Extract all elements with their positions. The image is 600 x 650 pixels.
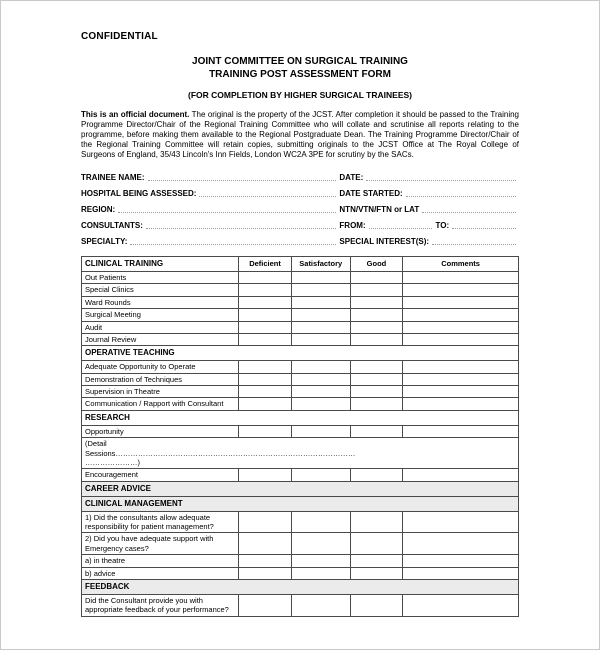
table-row — [82, 333, 519, 345]
detail-sessions-row — [82, 438, 519, 469]
table-header-row — [82, 257, 519, 272]
rating-cell[interactable] — [350, 398, 402, 410]
column-header-comments: Comments — [403, 257, 519, 272]
rating-cell[interactable] — [403, 511, 519, 533]
form-title — [81, 55, 519, 81]
table-row — [82, 309, 519, 321]
rating-cell[interactable] — [291, 284, 350, 296]
rating-cell[interactable] — [239, 386, 291, 398]
header-fields — [81, 168, 519, 248]
region-label: REGION: — [81, 205, 116, 214]
detail-sessions-cell[interactable]: (Detail Sessions…………………………………………………………………………………… …………………) — [82, 438, 519, 469]
table-row — [82, 533, 519, 555]
table-row — [82, 321, 519, 333]
title-line-1: JOINT COMMITTEE ON SURGICAL TRAINING — [192, 56, 408, 67]
table-row — [82, 361, 519, 373]
row-label: Adequate Opportunity to Operate — [82, 361, 239, 373]
table-row — [82, 425, 519, 437]
rating-cell[interactable] — [350, 425, 402, 437]
rating-cell[interactable] — [350, 594, 402, 616]
row-label: Demonstration of Techniques — [82, 373, 239, 385]
date-label: DATE: — [339, 173, 364, 182]
rating-cell[interactable] — [291, 567, 350, 579]
rating-cell[interactable] — [403, 272, 519, 284]
section-label: FEEDBACK — [82, 579, 519, 594]
ntn-label: NTN/VTN/FTN or LAT — [339, 205, 420, 214]
form-subtitle: (FOR COMPLETION BY HIGHER SURGICAL TRAINEES) — [187, 90, 412, 100]
rating-cell[interactable] — [239, 361, 291, 373]
intro-body-text: The original is the property of the JCST. After completion it should be passed to the Training Programme Director/Chair of the Regional Training Committee who will collate and scrutinise all reports relating to the programme, before making them available to the Regional Postgraduate Dean. The Training Programme Director/Chair of the Regional Training Committee will retain copies, submitting originals to the JCST Office at The Royal College of Surgeons of England, 35/43 Lincoln's Inn Fields, London WC2A 3PE for scrutiny by the SACs. — [81, 110, 519, 159]
rating-cell[interactable] — [350, 272, 402, 284]
rating-cell[interactable] — [291, 361, 350, 373]
rating-cell[interactable] — [403, 533, 519, 555]
rating-cell[interactable] — [350, 533, 402, 555]
column-header-good: Good — [350, 257, 402, 272]
rating-cell[interactable] — [350, 555, 402, 567]
rating-cell[interactable] — [403, 309, 519, 321]
rating-cell[interactable] — [403, 296, 519, 308]
rating-cell[interactable] — [239, 333, 291, 345]
rating-cell[interactable] — [239, 272, 291, 284]
title-line-2: TRAINING POST ASSESSMENT FORM — [209, 69, 391, 80]
rating-cell[interactable] — [403, 284, 519, 296]
rating-cell[interactable] — [403, 333, 519, 345]
consultants-label: CONSULTANTS: — [81, 221, 143, 230]
rating-cell[interactable] — [239, 469, 291, 481]
to-fill-line[interactable] — [452, 228, 516, 229]
section-row — [82, 410, 519, 425]
rating-cell[interactable] — [239, 567, 291, 579]
rating-cell[interactable] — [350, 321, 402, 333]
row-label: Did the Consultant provide you with appropriate feedback of your performance? — [82, 594, 239, 616]
section-row — [82, 481, 519, 496]
intro-bold-lead: This is an official document. — [81, 110, 190, 119]
rating-cell[interactable] — [403, 594, 519, 616]
table-row — [82, 296, 519, 308]
field-row-specialty — [81, 232, 519, 248]
rating-cell[interactable] — [239, 296, 291, 308]
rating-cell[interactable] — [291, 555, 350, 567]
rating-cell[interactable] — [239, 594, 291, 616]
table-row — [82, 555, 519, 567]
section-row — [82, 496, 519, 511]
date-started-fill-line[interactable] — [406, 196, 516, 197]
ntn-fill-line[interactable] — [422, 212, 516, 213]
rating-cell[interactable] — [239, 425, 291, 437]
rating-cell[interactable] — [291, 594, 350, 616]
rating-cell[interactable] — [350, 309, 402, 321]
column-header-satisfactory: Satisfactory — [291, 257, 350, 272]
table-row — [82, 594, 519, 616]
section-label: CAREER ADVICE — [82, 481, 519, 496]
rating-cell[interactable] — [291, 469, 350, 481]
rating-cell[interactable] — [239, 511, 291, 533]
trainee-name-label: TRAINEE NAME: — [81, 173, 145, 182]
date-started-label: DATE STARTED: — [339, 189, 403, 198]
special-interest-label: SPECIAL INTEREST(S): — [339, 237, 430, 246]
row-label: Ward Rounds — [82, 296, 239, 308]
rating-cell[interactable] — [350, 373, 402, 385]
table-row — [82, 373, 519, 385]
rating-cell[interactable] — [403, 469, 519, 481]
rating-cell[interactable] — [403, 398, 519, 410]
rating-cell[interactable] — [291, 333, 350, 345]
rating-cell[interactable] — [350, 296, 402, 308]
field-row-consultants — [81, 216, 519, 232]
rating-cell[interactable] — [403, 373, 519, 385]
table-row — [82, 567, 519, 579]
field-row-hospital — [81, 184, 519, 200]
rating-cell[interactable] — [291, 425, 350, 437]
region-fill-line[interactable] — [118, 212, 336, 213]
from-label: FROM: — [339, 221, 366, 230]
confidential-label: CONFIDENTIAL — [81, 31, 158, 42]
rating-cell[interactable] — [239, 398, 291, 410]
rating-cell[interactable] — [291, 296, 350, 308]
specialty-fill-line[interactable] — [130, 244, 336, 245]
table-row — [82, 469, 519, 481]
date-fill-line[interactable] — [366, 180, 516, 181]
rating-cell[interactable] — [239, 533, 291, 555]
rating-cell[interactable] — [350, 361, 402, 373]
section-label: OPERATIVE TEACHING — [82, 346, 519, 361]
row-label: Special Clinics — [82, 284, 239, 296]
section-label: CLINICAL MANAGEMENT — [82, 496, 519, 511]
from-fill-line[interactable] — [369, 228, 433, 229]
trainee-name-fill-line[interactable] — [148, 180, 337, 181]
special-interest-fill-line[interactable] — [432, 244, 516, 245]
section-row — [82, 346, 519, 361]
row-label: Out Patients — [82, 272, 239, 284]
rating-cell[interactable] — [291, 309, 350, 321]
row-label: Journal Review — [82, 333, 239, 345]
hospital-fill-line[interactable] — [199, 196, 336, 197]
rating-cell[interactable] — [403, 361, 519, 373]
rating-cell[interactable] — [291, 373, 350, 385]
rating-cell[interactable] — [350, 386, 402, 398]
rating-cell[interactable] — [291, 533, 350, 555]
table-row — [82, 284, 519, 296]
rating-cell[interactable] — [403, 321, 519, 333]
to-label: TO: — [435, 221, 450, 230]
rating-cell[interactable] — [291, 398, 350, 410]
rating-cell[interactable] — [239, 309, 291, 321]
table-row — [82, 398, 519, 410]
consultants-fill-line[interactable] — [146, 228, 336, 229]
rating-cell[interactable] — [239, 321, 291, 333]
column-header-deficient: Deficient — [239, 257, 291, 272]
row-label: 1) Did the consultants allow adequate responsibility for patient management? — [82, 511, 239, 533]
field-row-trainee-name — [81, 168, 519, 184]
field-row-region — [81, 200, 519, 216]
rating-cell[interactable] — [239, 373, 291, 385]
row-label: Surgical Meeting — [82, 309, 239, 321]
table-row — [82, 386, 519, 398]
row-label: a) in theatre — [82, 555, 239, 567]
rating-cell[interactable] — [239, 284, 291, 296]
specialty-label: SPECIALTY: — [81, 237, 128, 246]
row-label: Supervision in Theatre — [82, 386, 239, 398]
rating-cell[interactable] — [350, 511, 402, 533]
rating-cell[interactable] — [350, 469, 402, 481]
rating-cell[interactable] — [291, 386, 350, 398]
row-label: Communication / Rapport with Consultant — [82, 398, 239, 410]
row-label: Opportunity — [82, 425, 239, 437]
rating-cell[interactable] — [291, 272, 350, 284]
table-row — [82, 272, 519, 284]
rating-cell[interactable] — [291, 321, 350, 333]
section-label: RESEARCH — [82, 410, 519, 425]
assessment-table — [81, 256, 519, 617]
rating-cell[interactable] — [403, 567, 519, 579]
row-label: Audit — [82, 321, 239, 333]
rating-cell[interactable] — [239, 555, 291, 567]
rating-cell[interactable] — [291, 511, 350, 533]
assessment-table-body — [82, 272, 519, 617]
hospital-label: HOSPITAL BEING ASSESSED: — [81, 189, 197, 198]
section-row — [82, 579, 519, 594]
rating-cell[interactable] — [403, 555, 519, 567]
rating-cell[interactable] — [350, 333, 402, 345]
intro-paragraph — [81, 110, 519, 160]
rating-cell[interactable] — [350, 284, 402, 296]
rating-cell[interactable] — [403, 425, 519, 437]
column-header-clinical-training: CLINICAL TRAINING — [82, 257, 239, 272]
table-row — [82, 511, 519, 533]
rating-cell[interactable] — [403, 386, 519, 398]
row-label: b) advice — [82, 567, 239, 579]
rating-cell[interactable] — [350, 567, 402, 579]
row-label: 2) Did you have adequate support with Emergency cases? — [82, 533, 239, 555]
row-label: Encouragement — [82, 469, 239, 481]
